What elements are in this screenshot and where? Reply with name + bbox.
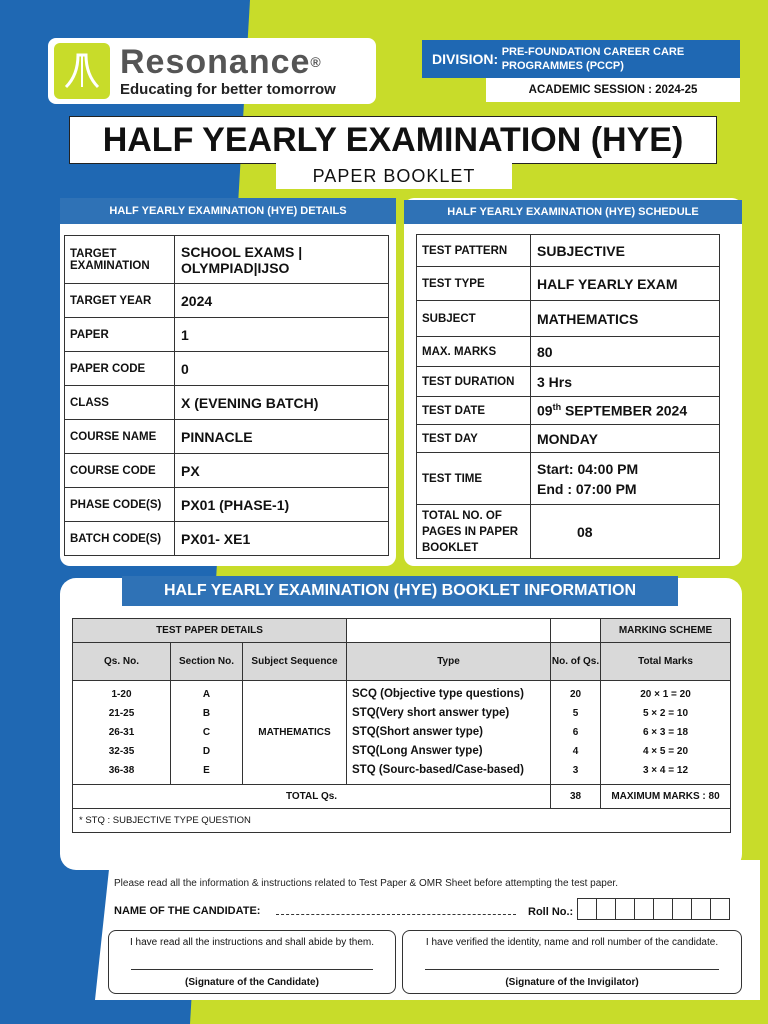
schedule-row: SUBJECT MATHEMATICS [417,301,720,337]
invigilator-signature-box: I have verified the identity, name and roll number of the candidate. (Signature of the Invigilator) [402,930,742,994]
schedule-row: TEST TYPE HALF YEARLY EXAM [417,267,720,301]
roll-number-boxes[interactable] [578,898,730,920]
booklet-cell-n: 5 [572,708,579,719]
schedule-table [416,234,720,559]
maximum-marks: MAXIMUM MARKS : 80 [601,785,731,809]
details-table [64,235,389,556]
details-row: PAPER CODE 0 [65,352,389,386]
schedule-row-date: TEST DATE 09th SEPTEMBER 2024 [417,397,720,425]
time-start: Start: 04:00 PM [537,460,639,477]
details-header: HALF YEARLY EXAMINATION (HYE) DETAILS [60,198,396,224]
booklet-cell-n: 6 [572,727,579,738]
booklet-cell-sec: A [202,689,211,700]
schedule-row: MAX. MARKS 80 [417,337,720,367]
details-row: COURSE NAME PINNACLE [65,420,389,454]
details-row: PAPER 1 [65,318,389,352]
details-row: TARGET YEAR 2024 [65,284,389,318]
time-end: End : 07:00 PM [537,480,637,497]
roll-number-label: Roll No.: [528,906,574,918]
brand-name: Resonance® [120,42,322,81]
resonance-logo-icon [54,43,110,99]
booklet-cell-m: 3 × 4 = 12 [642,765,689,776]
details-row: CLASS X (EVENING BATCH) [65,386,389,420]
roll-number-box[interactable] [634,898,654,920]
booklet-cell-m: 4 × 5 = 20 [642,746,689,757]
division-label: DIVISION: [432,51,499,67]
booklet-cell-qs: 32-35 [108,746,135,757]
invigilator-signature-line[interactable] [425,969,719,970]
booklet-cell-n: 20 [569,689,582,700]
page-subtitle: PAPER BOOKLET [276,163,512,189]
candidate-name-field[interactable] [276,914,516,915]
division-value: PRE-FOUNDATION CAREER CARE PROGRAMMES (PCCP) [501,46,685,72]
roll-number-box[interactable] [615,898,635,920]
booklet-cell-qs: 1-20 [111,689,132,700]
instruction-text: Please read all the information & instructions related to Test Paper & OMR Sheet before attempting the test paper. [114,878,618,889]
schedule-row: TEST PATTERN SUBJECTIVE [417,235,720,267]
schedule-row-pages: TOTAL NO. OF PAGES IN PAPER BOOKLET 08 [417,505,720,559]
subject-sequence: MATHEMATICS [243,681,347,785]
booklet-cell-qs: 26-31 [108,727,135,738]
roll-number-box[interactable] [691,898,711,920]
brand-logo [48,38,376,104]
division-banner [422,40,740,78]
booklet-cell-sec: B [202,708,211,719]
stq-note: * STQ : SUBJECTIVE TYPE QUESTION [73,809,731,833]
details-row: PHASE CODE(S) PX01 (PHASE-1) [65,488,389,522]
page-title: HALF YEARLY EXAMINATION (HYE) [69,116,717,164]
booklet-cell-sec: C [202,727,211,738]
booklet-cell-type: STQ (Sourc-based/Case-based) [352,764,524,776]
schedule-row-time: TEST TIME Start: 04:00 PM End : 07:00 PM [417,453,720,505]
test-date: 09th SEPTEMBER 2024 [531,397,720,425]
candidate-signature-line[interactable] [131,969,373,970]
booklet-cell-n: 3 [572,765,579,776]
booklet-cell-type: STQ(Short answer type) [352,726,483,738]
booklet-header: HALF YEARLY EXAMINATION (HYE) BOOKLET INFORMATION [122,576,678,606]
booklet-cell-qs: 36-38 [108,765,135,776]
booklet-cell-type: STQ(Long Answer type) [352,745,483,757]
roll-number-box[interactable] [653,898,673,920]
schedule-header: HALF YEARLY EXAMINATION (HYE) SCHEDULE [404,200,742,224]
booklet-cell-type: STQ(Very short answer type) [352,707,510,719]
booklet-cell-qs: 21-25 [108,708,135,719]
booklet-table: TEST PAPER DETAILS MARKING SCHEME Qs. No. Section No. Subject Sequence Type No. of Qs. Total Marks 1-20 21-25 26-31 32-35 36-38 A B C D E MATHEMATICS SCQ (Objective type questions) STQ(Very short answer type) STQ(Short answer type) STQ(Long Answer type) STQ (Sourc-based/Case-based) 20 5 6 4 3 20 × 1 = 20 5 × 2 = 10 6 × 3 = 18 4 × 5 = 20 3 × 4 = 12 TOTAL Qs. 38 MAXIMUM MARKS : 80 * STQ : SUBJECTIVE TYPE QUESTION [72,618,731,833]
booklet-cell-n: 4 [572,746,579,757]
booklet-cell-type: SCQ (Objective type questions) [352,688,524,700]
schedule-row-day: TEST DAY MONDAY [417,425,720,453]
roll-number-box[interactable] [596,898,616,920]
candidate-signature-box: I have read all the instructions and shall abide by them. (Signature of the Candidate) [108,930,396,994]
roll-number-box[interactable] [710,898,730,920]
booklet-cell-sec: D [202,746,211,757]
details-row: TARGET EXAMINATION SCHOOL EXAMS | OLYMPIAD|IJSO [65,236,389,284]
brand-tagline: Educating for better tomorrow [120,80,336,98]
booklet-cell-m: 6 × 3 = 18 [642,727,689,738]
schedule-row: TEST DURATION 3 Hrs [417,367,720,397]
total-questions: 38 [551,785,601,809]
academic-session: ACADEMIC SESSION : 2024-25 [486,78,740,102]
candidate-name-label: NAME OF THE CANDIDATE: [114,905,261,917]
booklet-cell-m: 5 × 2 = 10 [642,708,689,719]
details-row: COURSE CODE PX [65,454,389,488]
booklet-cell-m: 20 × 1 = 20 [640,689,691,700]
booklet-cell-sec: E [203,765,210,776]
roll-number-box[interactable] [672,898,692,920]
details-row: BATCH CODE(S) PX01- XE1 [65,522,389,556]
roll-number-box[interactable] [577,898,597,920]
